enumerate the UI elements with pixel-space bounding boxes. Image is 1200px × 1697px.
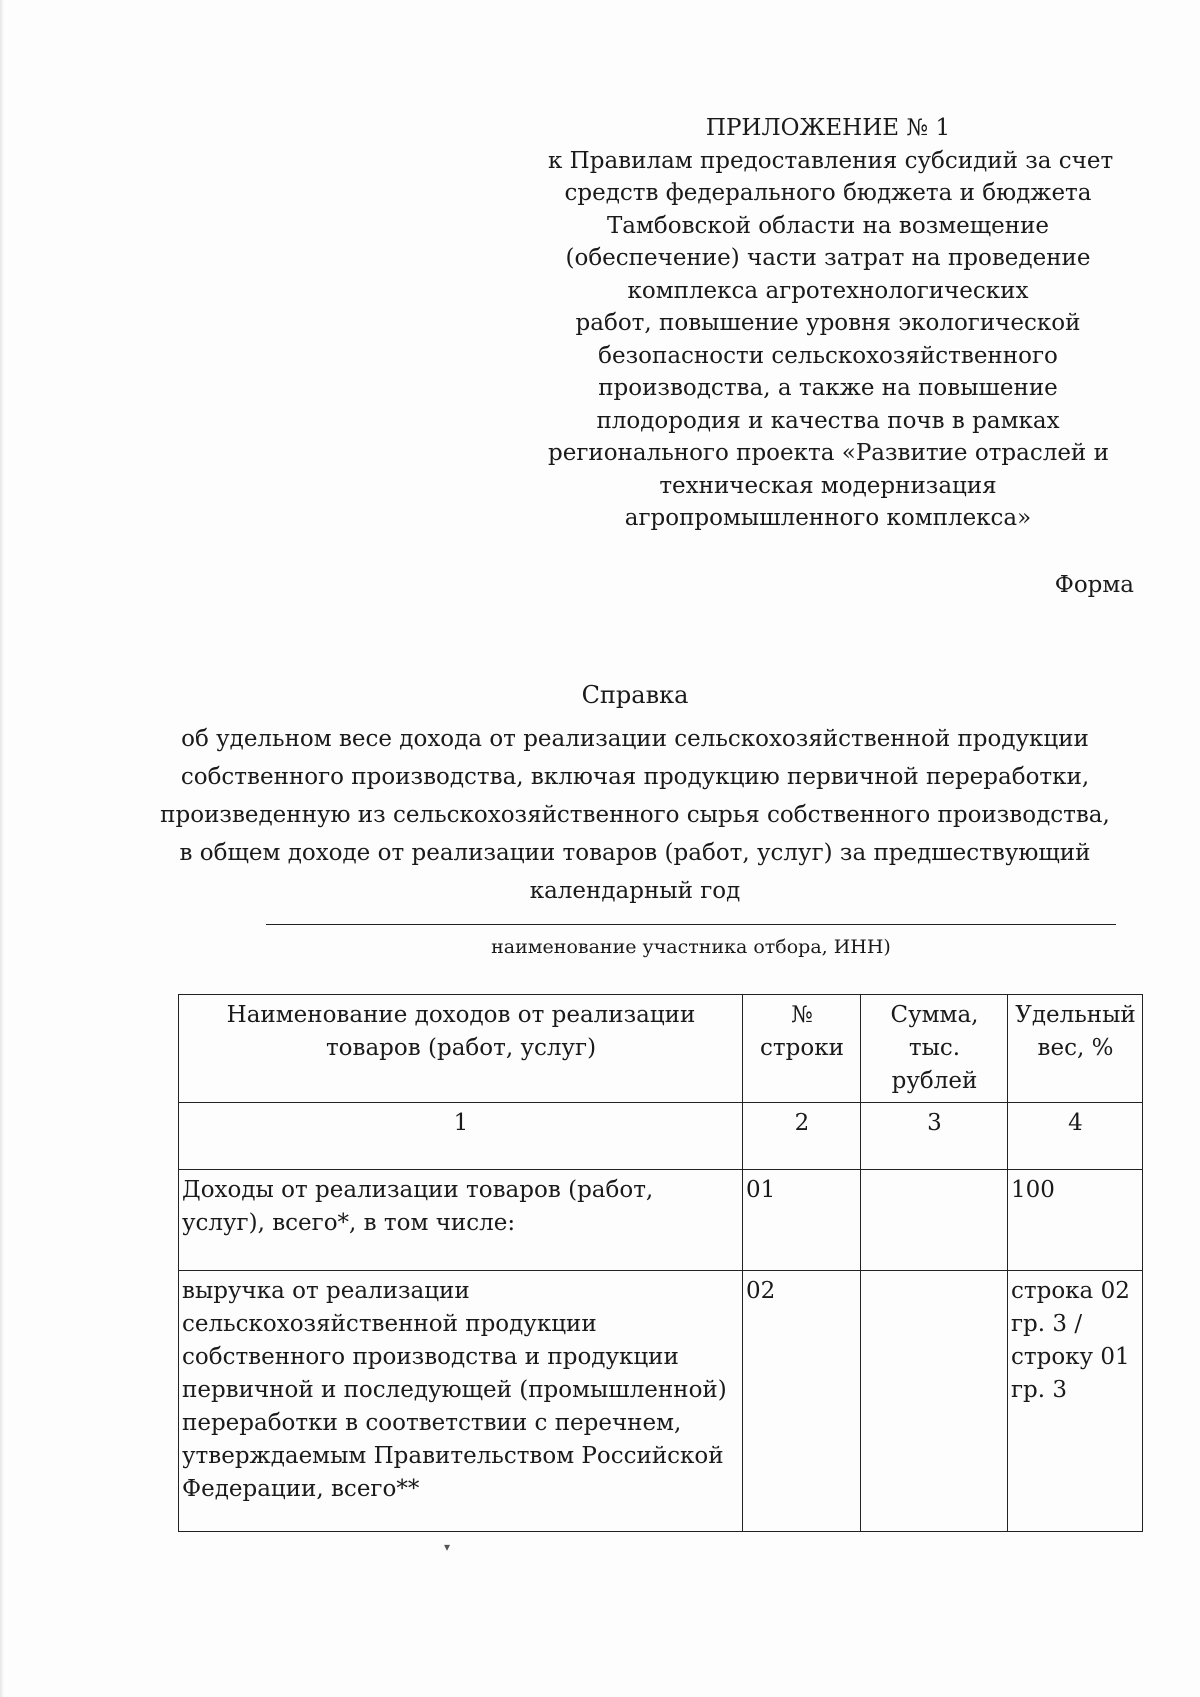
appendix-line: производства, а также на повышение (598, 375, 1058, 401)
appendix-line: к Правилам предоставления субсидий за счет (548, 147, 1114, 174)
row-line-no: 02 (743, 1271, 861, 1532)
title-line: календарный год (529, 878, 741, 904)
appendix-line: Тамбовской области на возмещение (606, 212, 1050, 239)
row-income-name: выручка от реализации сельскохозяйственной продукции собственного производства и продукции первичной и последующей (промышленной) переработки в соответствии с перечнем, утверждаемым Правительством Российской Федерации, всего** (179, 1271, 743, 1532)
table-row (179, 1170, 1143, 1271)
appendix-line: работ, повышение уровня экологической (575, 310, 1081, 336)
participant-name-line (266, 924, 1116, 925)
scan-edge (0, 0, 4, 1697)
column-number: 4 (1008, 1103, 1143, 1170)
income-table (178, 994, 1143, 1532)
appendix-line: безопасности сельскохозяйственного (598, 342, 1058, 369)
row-share: 100 (1008, 1170, 1143, 1271)
appendix-line: регионального проекта «Развитие отраслей и (548, 440, 1109, 466)
header-share: Удельный вес, % (1008, 995, 1143, 1103)
appendix-line: плодородия и качества почв в рамках (596, 407, 1060, 434)
row-line-no: 01 (743, 1170, 861, 1271)
table-header-row (179, 995, 1143, 1103)
column-number: 2 (743, 1103, 861, 1170)
table-row (179, 1271, 1143, 1532)
row-sum (861, 1271, 1008, 1532)
header-income-name: Наименование доходов от реализации товаров (работ, услуг) (179, 995, 743, 1103)
header-line-no: № строки (743, 995, 861, 1103)
title-line: произведенную из сельскохозяйственного сырья собственного производства, (160, 802, 1110, 828)
column-number: 3 (861, 1103, 1008, 1170)
header-sum: Сумма, тыс. рублей (861, 995, 1008, 1103)
row-sum (861, 1170, 1008, 1271)
scan-speck: ▾ (444, 1540, 451, 1554)
participant-caption: наименование участника отбора, ИНН) (491, 936, 891, 958)
form-label: Форма (1054, 572, 1134, 598)
row-income-name: Доходы от реализации товаров (работ, услуг), всего*, в том числе: (179, 1170, 743, 1271)
title-line: собственного производства, включая продукцию первичной переработки, (180, 764, 1090, 790)
appendix-line: техническая модернизация (659, 472, 997, 499)
document-title (150, 676, 1120, 910)
appendix-line: комплекса агротехнологических (627, 277, 1029, 304)
row-share: строка 02 гр. 3 / строку 01 гр. 3 (1008, 1271, 1143, 1532)
title-heading: Справка (581, 681, 689, 709)
appendix-line: средств федерального бюджета и бюджета (564, 180, 1092, 206)
appendix-block (548, 112, 1114, 535)
column-number: 1 (179, 1103, 743, 1170)
appendix-line: (обеспечение) части затрат на проведение (565, 245, 1091, 271)
title-line: в общем доходе от реализации товаров (работ, услуг) за предшествующий (179, 840, 1091, 866)
column-number-row (179, 1103, 1143, 1170)
title-line: об удельном весе дохода от реализации сельскохозяйственной продукции (181, 726, 1089, 752)
appendix-line: агропромышленного комплекса» (624, 505, 1032, 531)
appendix-line: ПРИЛОЖЕНИЕ № 1 (705, 115, 951, 141)
